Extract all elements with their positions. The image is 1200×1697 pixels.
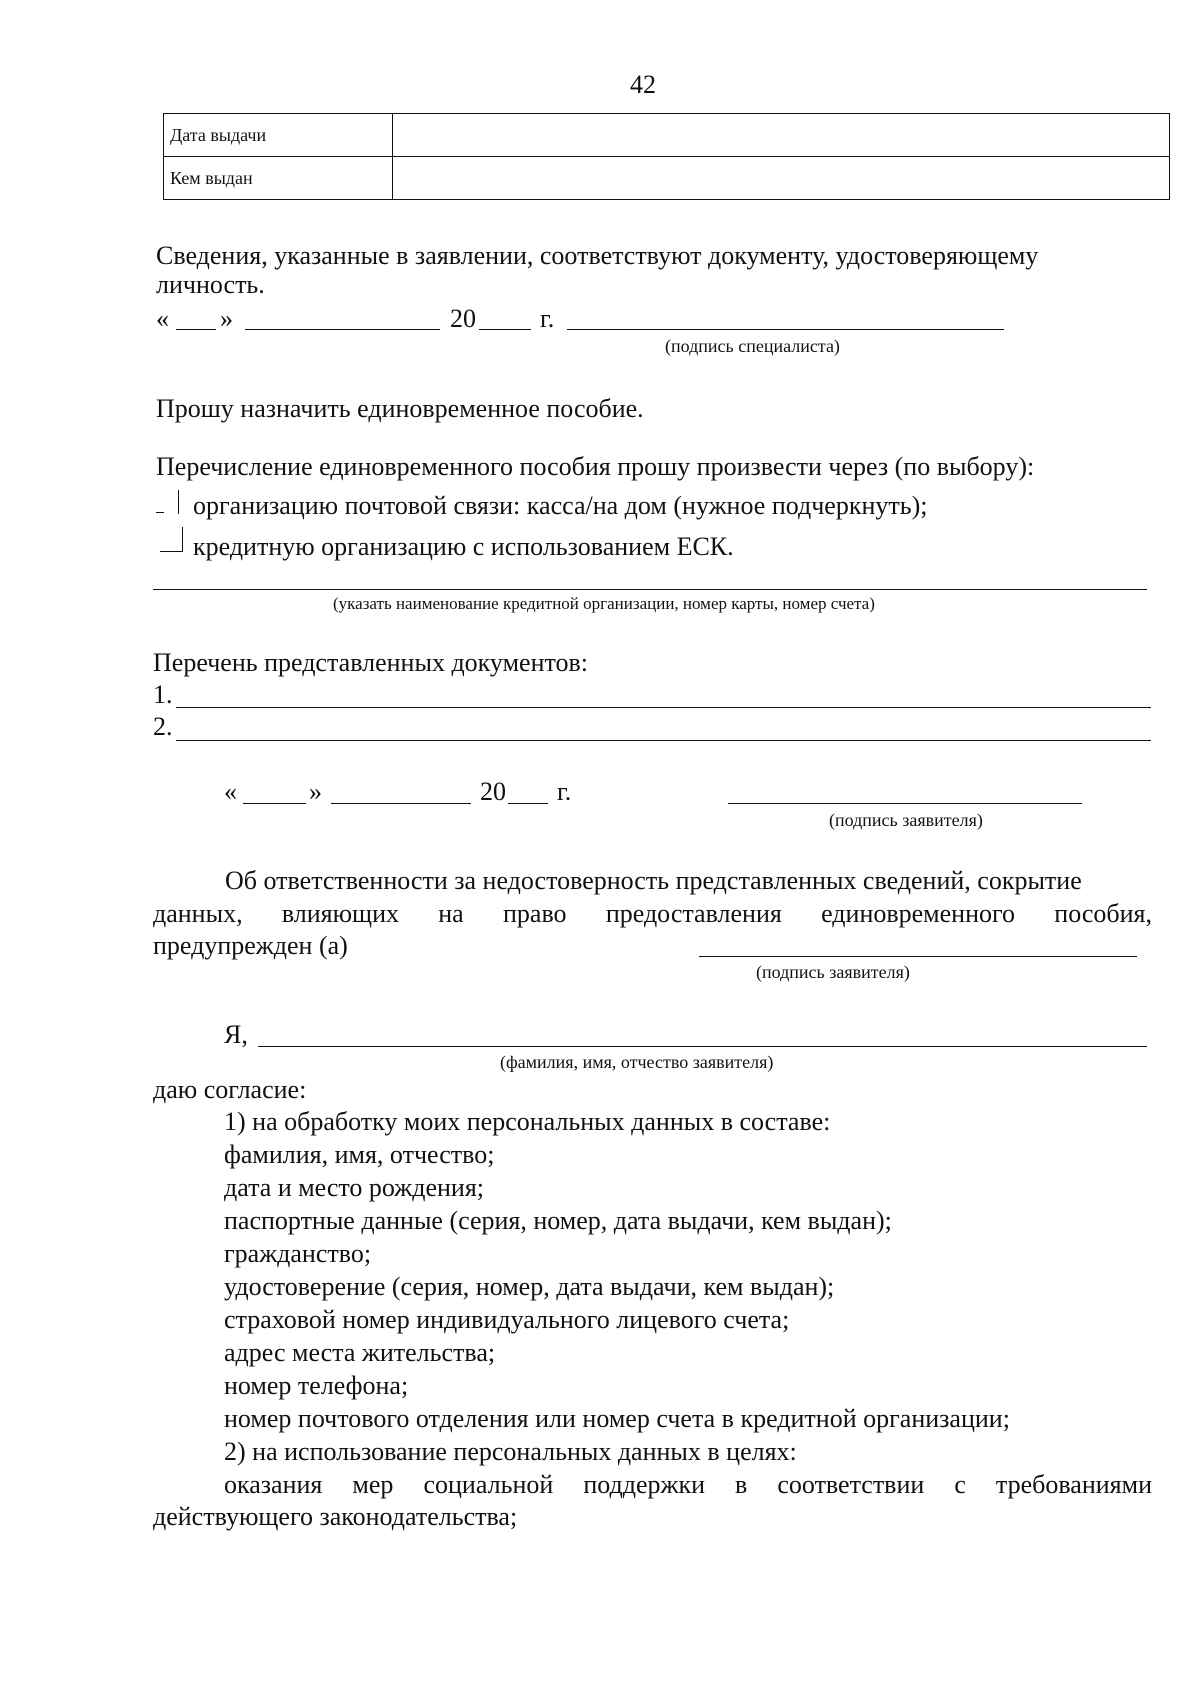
bank-option-checkbox[interactable]: [160, 527, 183, 552]
consent-data-item-4: гражданство;: [224, 1239, 372, 1268]
document-item-field-2[interactable]: [176, 740, 1151, 741]
applicant-date-month-field[interactable]: [331, 803, 471, 804]
bank-option-label: кредитную организацию с использованием ЕСК.: [193, 532, 734, 561]
specialist-signature-caption: (подпись специалиста): [665, 336, 840, 356]
responsibility-text-line1: Об ответственности за недостоверность представленных сведений, сокрытие: [225, 866, 1082, 895]
verification-text-line1: Сведения, указанные в заявлении, соответствуют документу, удостоверяющему: [156, 241, 1039, 270]
applicant-date-year-field[interactable]: [508, 803, 548, 804]
applicant-signature-field[interactable]: [728, 803, 1082, 804]
applicant-date-day-field[interactable]: [243, 803, 306, 804]
date-year-prefix: 20: [450, 304, 476, 333]
consent-data-item-6: страховой номер индивидуального лицевого счета;: [224, 1305, 790, 1334]
table-row: [164, 157, 1170, 200]
applicant-date-year-suffix: г.: [557, 777, 572, 806]
verification-text-line2: личность.: [156, 270, 265, 299]
document-item-field-1[interactable]: [176, 707, 1151, 708]
consent-give-text: даю согласие:: [153, 1075, 307, 1104]
applicant-signature-caption: (подпись заявителя): [829, 810, 983, 830]
responsibility-signature-caption: (подпись заявителя): [756, 962, 910, 982]
responsibility-text-line2: данных, влияющих на право предоставления единовременного пособия,: [153, 899, 1152, 928]
consent-data-item-8: номер телефона;: [224, 1371, 409, 1400]
document-item-number-1: 1.: [153, 680, 173, 709]
specialist-signature-field[interactable]: [567, 329, 1004, 330]
date-close-quote: »: [220, 304, 233, 333]
documents-list-title: Перечень представленных документов:: [153, 648, 589, 677]
bank-details-field[interactable]: [153, 589, 1147, 590]
table-label-issued-by: Кем выдан: [164, 157, 393, 200]
consent-purpose-line1: оказания мер социальной поддержки в соответствии с требованиями: [224, 1470, 1152, 1499]
table-row: [164, 114, 1170, 157]
consent-data-item-5: удостоверение (серия, номер, дата выдачи, кем выдан);: [224, 1272, 835, 1301]
postal-option-checkbox[interactable]: [156, 490, 179, 514]
consent-item1-title: 1) на обработку моих персональных данных в составе:: [224, 1107, 831, 1136]
bank-details-caption: (указать наименование кредитной организации, номер карты, номер счета): [333, 594, 875, 613]
consent-prefix: Я,: [224, 1020, 248, 1049]
consent-data-item-3: паспортные данные (серия, номер, дата выдачи, кем выдан);: [224, 1206, 892, 1235]
consent-data-item-1: фамилия, имя, отчество;: [224, 1140, 495, 1169]
consent-data-item-9: номер почтового отделения или номер счета в кредитной организации;: [224, 1404, 1010, 1433]
page-number: 42: [630, 70, 656, 99]
table-label-issue-date: Дата выдачи: [164, 114, 393, 157]
applicant-fullname-caption: (фамилия, имя, отчество заявителя): [500, 1052, 774, 1072]
consent-data-item-7: адрес места жительства;: [224, 1338, 496, 1367]
benefit-request-text: Прошу назначить единовременное пособие.: [156, 394, 644, 423]
date-open-quote: «: [156, 304, 169, 333]
consent-data-item-2: дата и место рождения;: [224, 1173, 485, 1202]
date-year-field[interactable]: [479, 329, 531, 330]
date-month-field[interactable]: [245, 329, 440, 330]
issued-by-field[interactable]: [393, 157, 1170, 200]
date-year-suffix: г.: [540, 304, 555, 333]
applicant-date-year-prefix: 20: [480, 777, 506, 806]
responsibility-text-line3: предупрежден (а): [153, 931, 348, 960]
responsibility-signature-field[interactable]: [699, 956, 1137, 957]
consent-purpose-line2: действующего законодательства;: [153, 1502, 518, 1531]
postal-option-label: организацию почтовой связи: касса/на дом (нужное подчеркнуть);: [193, 491, 928, 520]
applicant-fullname-field[interactable]: [258, 1046, 1147, 1047]
payment-method-title: Перечисление единовременного пособия прошу произвести через (по выбору):: [156, 452, 1035, 481]
applicant-date-close-quote: »: [309, 777, 322, 806]
issue-date-field[interactable]: [393, 114, 1170, 157]
date-day-field[interactable]: [176, 329, 216, 330]
id-document-table: [163, 113, 1170, 200]
applicant-date-open-quote: «: [224, 777, 237, 806]
document-item-number-2: 2.: [153, 712, 173, 741]
consent-item2-title: 2) на использование персональных данных в целях:: [224, 1437, 797, 1466]
